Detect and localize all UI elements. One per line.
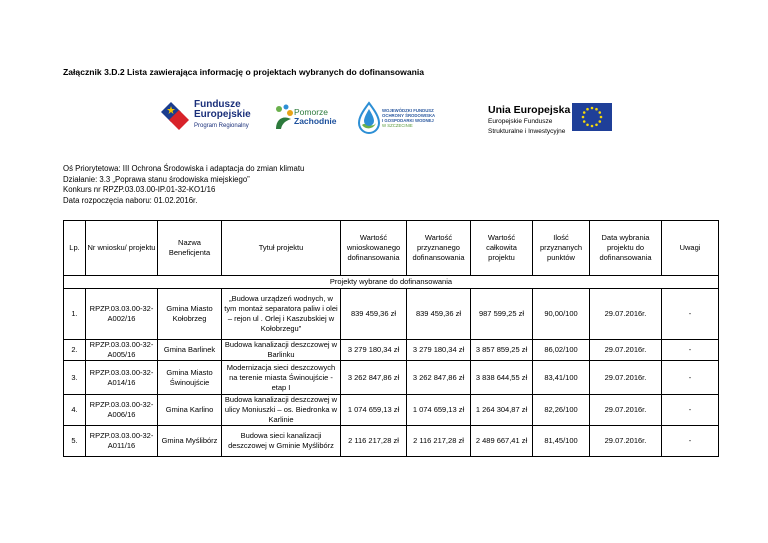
- table-row: [64, 426, 719, 457]
- wf-logo-text: [382, 108, 435, 128]
- cell-nr: RPZP.03.03.00-32-A002/16: [86, 289, 158, 340]
- cell-tytul: Budowa kanalizacji deszczowej w ulicy Moniuszki – os. Biedronka w Karlinie: [222, 395, 341, 426]
- header-beneficjent: Nazwa Beneficjenta: [158, 221, 222, 276]
- cell-calkowita: 2 489 667,41 zł: [471, 426, 533, 457]
- fe-line1: Fundusze: [194, 99, 241, 110]
- cell-przyznana: 839 459,36 zł: [407, 289, 471, 340]
- cell-przyznana: 3 279 180,34 zł: [407, 340, 471, 361]
- projects-table: [63, 220, 719, 457]
- info-start-date: Data rozpoczęcia naboru: 01.02.2016r.: [63, 195, 198, 205]
- cell-beneficjent: Gmina Miasto Świnoujście: [158, 361, 222, 395]
- ue-line3: Strukturalne i Inwestycyjne: [488, 128, 566, 135]
- cell-przyznana: 3 262 847,86 zł: [407, 361, 471, 395]
- table-row: [64, 289, 719, 340]
- cell-calkowita: 3 838 644,55 zł: [471, 361, 533, 395]
- cell-uwagi: -: [662, 361, 719, 395]
- cell-uwagi: -: [662, 395, 719, 426]
- cell-data: 29.07.2016r.: [590, 395, 662, 426]
- cell-beneficjent: Gmina Myślibórz: [158, 426, 222, 457]
- cell-nr: RPZP.03.03.00-32-A011/16: [86, 426, 158, 457]
- wf-line4: W SZCZECINIE: [382, 123, 413, 128]
- fe-logo-text: [194, 100, 251, 131]
- cell-przyznana: 2 116 217,28 zł: [407, 426, 471, 457]
- info-action: Działanie: 3.3 „Poprawa stanu środowiska miejskiego”: [63, 174, 250, 184]
- wf-line2: OCHRONY ŚRODOWISKA: [382, 113, 436, 118]
- cell-punkty: 81,45/100: [533, 426, 590, 457]
- eu-flag-icon: [572, 103, 612, 131]
- pomorze-zachodnie-logo: [273, 103, 295, 131]
- header-tytul: Tytuł projektu: [222, 221, 341, 276]
- cell-beneficjent: Gmina Karlino: [158, 395, 222, 426]
- cell-lp: 1.: [64, 289, 86, 340]
- cell-lp: 3.: [64, 361, 86, 395]
- cell-lp: 5.: [64, 426, 86, 457]
- table-row: [64, 361, 719, 395]
- cell-calkowita: 1 264 304,87 zł: [471, 395, 533, 426]
- pz-logo-text: [294, 108, 337, 126]
- header-punkty: Ilość przyznanych punktów: [533, 221, 590, 276]
- header-nr: Nr wniosku/ projektu: [86, 221, 158, 276]
- ue-line2: Europejskie Fundusze: [488, 118, 553, 125]
- ue-line1: Unia Europejska: [488, 104, 571, 116]
- cell-beneficjent: Gmina Barlinek: [158, 340, 222, 361]
- cell-calkowita: 3 857 859,25 zł: [471, 340, 533, 361]
- cell-lp: 2.: [64, 340, 86, 361]
- cell-uwagi: -: [662, 289, 719, 340]
- fe-line3: Program Regionalny: [194, 123, 249, 129]
- table-header-row: [64, 221, 719, 276]
- ue-logo-text: [488, 104, 570, 136]
- table-row: [64, 340, 719, 361]
- header-data: Data wybrania projektu do dofinansowania: [590, 221, 662, 276]
- section-label: Projekty wybrane do dofinansowania: [64, 276, 719, 289]
- cell-calkowita: 987 599,25 zł: [471, 289, 533, 340]
- header-uwagi: Uwagi: [662, 221, 719, 276]
- cell-punkty: 90,00/100: [533, 289, 590, 340]
- cell-tytul: Budowa sieci kanalizacji deszczowej w Gminie Myślibórz: [222, 426, 341, 457]
- cell-wnioskowana: 3 262 847,86 zł: [341, 361, 407, 395]
- cell-przyznana: 1 074 659,13 zł: [407, 395, 471, 426]
- table-row: [64, 395, 719, 426]
- cell-tytul: „Budowa urządzeń wodnych, w tym montaż separatora paliw i olei – rejon ul . Orlej i Kaszubskiej w Kołobrzegu”: [222, 289, 341, 340]
- wf-line3: I GOSPODARKI WODNEJ: [382, 118, 434, 123]
- cell-punkty: 82,26/100: [533, 395, 590, 426]
- cell-tytul: Budowa kanalizacji deszczowej w Barlinku: [222, 340, 341, 361]
- cell-punkty: 83,41/100: [533, 361, 590, 395]
- cell-lp: 4.: [64, 395, 86, 426]
- cell-data: 29.07.2016r.: [590, 340, 662, 361]
- call-info: [63, 164, 304, 206]
- cell-data: 29.07.2016r.: [590, 289, 662, 340]
- cell-tytul: Modernizacja sieci deszczowych na terenie miasta Świnoujście - etap I: [222, 361, 341, 395]
- fundusze-europejskie-logo: [157, 98, 193, 134]
- cell-beneficjent: Gmina Miasto Kołobrzeg: [158, 289, 222, 340]
- pz-line1: Pomorze: [294, 107, 329, 117]
- info-competition-number: Konkurs nr RPZP.03.03.00-IP.01-32-KO1/16: [63, 185, 216, 194]
- header-wnioskowana: Wartość wnioskowanego dofinansowania: [341, 221, 407, 276]
- cell-data: 29.07.2016r.: [590, 426, 662, 457]
- cell-uwagi: -: [662, 340, 719, 361]
- wf-line1: WOJEWÓDZKI FUNDUSZ: [382, 108, 434, 113]
- header-lp: Lp.: [64, 221, 86, 276]
- cell-punkty: 86,02/100: [533, 340, 590, 361]
- document-title: Załącznik 3.D.2 Lista zawierająca informację o projektach wybranych do dofinansowania: [63, 67, 425, 77]
- cell-uwagi: -: [662, 426, 719, 457]
- cell-data: 29.07.2016r.: [590, 361, 662, 395]
- cell-nr: RPZP.03.03.00-32-A014/16: [86, 361, 158, 395]
- wfosigw-logo: [356, 101, 382, 135]
- cell-wnioskowana: 3 279 180,34 zł: [341, 340, 407, 361]
- cell-wnioskowana: 1 074 659,13 zł: [341, 395, 407, 426]
- cell-nr: RPZP.03.03.00-32-A006/16: [86, 395, 158, 426]
- cell-nr: RPZP.03.03.00-32-A005/16: [86, 340, 158, 361]
- info-priority-axis: Oś Priorytetowa: III Ochrona Środowiska i adaptacja do zmian klimatu: [63, 164, 305, 173]
- header-calkowita: Wartość całkowita projektu: [471, 221, 533, 276]
- header-przyznana: Wartość przyznanego dofinansowania: [407, 221, 471, 276]
- pz-line2: Zachodnie: [294, 116, 337, 126]
- section-row: [64, 276, 719, 289]
- cell-wnioskowana: 2 116 217,28 zł: [341, 426, 407, 457]
- fe-line2: Europejskie: [194, 109, 251, 120]
- cell-wnioskowana: 839 459,36 zł: [341, 289, 407, 340]
